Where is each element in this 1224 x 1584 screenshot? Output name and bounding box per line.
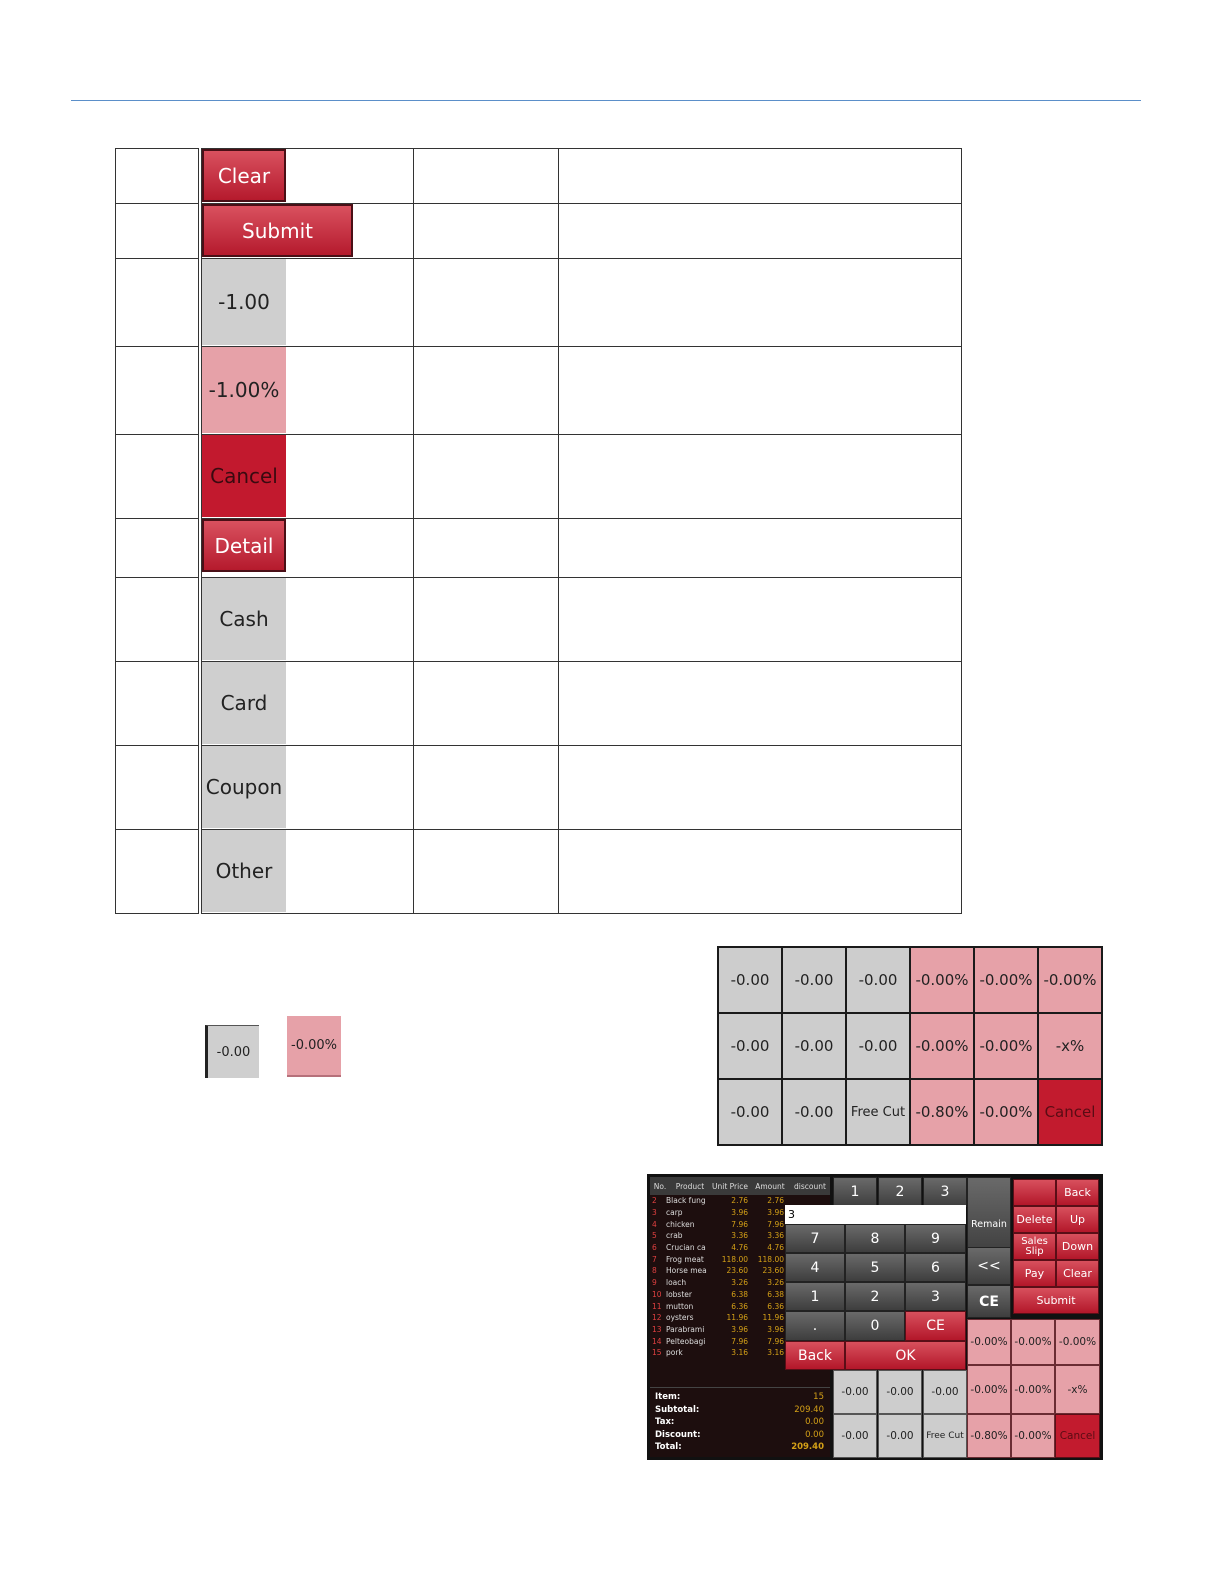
table-cell bbox=[116, 519, 201, 578]
totals-row bbox=[650, 1405, 830, 1418]
discount-key[interactable]: -0.00 bbox=[833, 1370, 877, 1414]
table-cell bbox=[116, 204, 201, 259]
discount-key[interactable]: -0.00% bbox=[1011, 1365, 1055, 1414]
item-unit-price: 3.26 bbox=[731, 1278, 748, 1288]
cancel-key[interactable]: Cancel bbox=[1055, 1414, 1100, 1458]
table-cell bbox=[116, 347, 201, 435]
discount-key[interactable]: -0.00 bbox=[833, 1414, 877, 1458]
table-cell bbox=[414, 435, 559, 519]
table-cell bbox=[116, 578, 201, 662]
table-cell bbox=[116, 259, 201, 347]
item-no: 13 bbox=[652, 1324, 662, 1334]
coupon-button[interactable]: Coupon bbox=[202, 746, 286, 828]
item-amount: 6.38 bbox=[767, 1289, 784, 1299]
item-no: 14 bbox=[652, 1336, 662, 1346]
num-key[interactable]: 3 bbox=[923, 1177, 967, 1207]
tax-label: Tax: bbox=[655, 1417, 675, 1427]
discount-key[interactable]: -0.00 bbox=[783, 948, 845, 1012]
discount-key[interactable]: -0.00 bbox=[783, 1014, 845, 1078]
item-unit-price: 6.36 bbox=[731, 1301, 748, 1311]
item-unit-price: 7.96 bbox=[731, 1219, 748, 1229]
keypad-key[interactable]: 7 bbox=[785, 1224, 845, 1253]
submit-button[interactable]: Submit bbox=[1013, 1287, 1099, 1314]
item-no: 3 bbox=[652, 1208, 657, 1218]
item-no: 12 bbox=[652, 1313, 662, 1323]
table-cell bbox=[116, 830, 201, 914]
cancel-button[interactable]: Cancel bbox=[202, 435, 286, 517]
discount-key[interactable]: -0.00% bbox=[1011, 1414, 1055, 1458]
num-key[interactable]: 2 bbox=[878, 1177, 922, 1207]
function-key[interactable] bbox=[1013, 1179, 1056, 1206]
item-name: loach bbox=[666, 1278, 687, 1288]
table-cell bbox=[200, 746, 414, 830]
item-unit-price: 2.76 bbox=[731, 1196, 748, 1206]
item-amount: 2.76 bbox=[767, 1196, 784, 1206]
table-cell bbox=[559, 259, 962, 347]
item-name: carp bbox=[666, 1208, 683, 1218]
table-cell bbox=[559, 204, 962, 259]
sample-percent-button[interactable]: -0.00% bbox=[287, 1016, 341, 1077]
keypad-key[interactable]: . bbox=[785, 1311, 845, 1341]
order-list-header bbox=[650, 1177, 830, 1195]
item-no: 7 bbox=[652, 1254, 657, 1264]
item-amount: 3.16 bbox=[767, 1348, 784, 1358]
down-button[interactable]: Down bbox=[1056, 1233, 1099, 1260]
keypad-ce-key[interactable]: CE bbox=[905, 1311, 966, 1341]
discount-key[interactable]: -0.80% bbox=[911, 1080, 973, 1144]
subtotal-value: 209.40 bbox=[794, 1404, 824, 1415]
table-cell bbox=[200, 435, 414, 519]
col-amount: Amount bbox=[755, 1181, 785, 1191]
amount-discount-button[interactable]: -1.00 bbox=[202, 259, 286, 345]
table-cell bbox=[116, 746, 201, 830]
free-cut-key[interactable]: Free Cut bbox=[923, 1414, 967, 1458]
item-no: 6 bbox=[652, 1243, 657, 1253]
keypad-key[interactable]: 8 bbox=[845, 1224, 905, 1253]
discount-key[interactable]: -0.00% bbox=[967, 1365, 1011, 1414]
pos-screen bbox=[647, 1174, 1103, 1460]
table-cell bbox=[200, 519, 414, 578]
item-name: mutton bbox=[666, 1301, 694, 1311]
discount-key[interactable]: -x% bbox=[1055, 1365, 1100, 1414]
item-amount: 23.60 bbox=[762, 1266, 784, 1276]
table-cell bbox=[559, 746, 962, 830]
up-button[interactable]: Up bbox=[1056, 1206, 1099, 1233]
discount-key[interactable]: -0.00 bbox=[847, 948, 909, 1012]
item-unit-price: 11.96 bbox=[726, 1313, 748, 1323]
discount-key[interactable]: -0.00 bbox=[847, 1014, 909, 1078]
table-cell bbox=[200, 578, 414, 662]
discount-key[interactable]: -0.00% bbox=[975, 1080, 1037, 1144]
num-key[interactable]: 1 bbox=[833, 1177, 877, 1207]
totals-row bbox=[650, 1392, 830, 1405]
submit-button[interactable]: Submit bbox=[202, 204, 353, 257]
table-cell bbox=[200, 259, 414, 347]
keypad-key[interactable]: 1 bbox=[785, 1282, 845, 1311]
amount-input[interactable]: 3 bbox=[785, 1205, 966, 1224]
item-amount: 3.26 bbox=[767, 1278, 784, 1288]
sample-amount-button[interactable]: -0.00 bbox=[205, 1025, 259, 1078]
table-cell bbox=[200, 347, 414, 435]
item-amount: 4.76 bbox=[767, 1243, 784, 1253]
detail-button[interactable]: Detail bbox=[202, 519, 286, 572]
ce-button[interactable]: CE bbox=[967, 1285, 1011, 1318]
item-amount: 3.96 bbox=[767, 1324, 784, 1334]
item-no: 2 bbox=[652, 1196, 657, 1206]
keypad-key[interactable]: 3 bbox=[905, 1282, 966, 1311]
item-name: chicken bbox=[666, 1219, 695, 1229]
percent-discount-button[interactable]: -1.00% bbox=[202, 347, 286, 433]
cancel-key[interactable]: Cancel bbox=[1039, 1080, 1101, 1144]
discount-key[interactable]: -0.00% bbox=[911, 1014, 973, 1078]
table-cell bbox=[414, 662, 559, 746]
item-name: Pelteobagi bbox=[666, 1336, 706, 1346]
keypad-ok-button[interactable]: OK bbox=[845, 1341, 966, 1370]
discount-key[interactable]: -0.00 bbox=[878, 1370, 922, 1414]
item-unit-price: 4.76 bbox=[731, 1243, 748, 1253]
header-rule bbox=[71, 100, 1141, 101]
item-amount: 7.96 bbox=[767, 1219, 784, 1229]
item-unit-price: 6.38 bbox=[731, 1289, 748, 1299]
item-name: Horse mea bbox=[666, 1266, 707, 1276]
item-no: 11 bbox=[652, 1301, 662, 1311]
table-cell bbox=[559, 830, 962, 914]
discount-key[interactable]: -0.00% bbox=[975, 1014, 1037, 1078]
total-value: 209.40 bbox=[791, 1442, 824, 1452]
totals-row bbox=[650, 1442, 830, 1455]
table-cell bbox=[116, 149, 201, 204]
table-cell bbox=[559, 578, 962, 662]
total-label: Total: bbox=[655, 1442, 682, 1452]
table-cell bbox=[414, 519, 559, 578]
keypad-key[interactable]: 0 bbox=[845, 1311, 905, 1341]
discount-key[interactable]: -x% bbox=[1039, 1014, 1101, 1078]
item-amount: 7.96 bbox=[767, 1336, 784, 1346]
keypad-key[interactable]: 9 bbox=[905, 1224, 966, 1253]
discount-key[interactable]: -0.00 bbox=[719, 948, 781, 1012]
item-name: Parabrami bbox=[666, 1324, 705, 1334]
discount-grid bbox=[717, 946, 1103, 1146]
table-cell bbox=[559, 519, 962, 578]
col-no: No. bbox=[653, 1181, 667, 1191]
discount-key[interactable]: -0.00% bbox=[967, 1319, 1011, 1365]
table-cell bbox=[559, 435, 962, 519]
table-cell bbox=[200, 204, 414, 259]
keypad-key[interactable]: 5 bbox=[845, 1253, 905, 1282]
table-cell bbox=[414, 578, 559, 662]
item-name: crab bbox=[666, 1231, 683, 1241]
item-no: 8 bbox=[652, 1266, 657, 1276]
item-unit-price: 7.96 bbox=[731, 1336, 748, 1346]
col-unit-price: Unit Price bbox=[712, 1181, 748, 1191]
totals-row bbox=[650, 1417, 830, 1430]
keypad-key[interactable]: 2 bbox=[845, 1282, 905, 1311]
item-unit-price: 3.96 bbox=[731, 1324, 748, 1334]
table-cell bbox=[559, 149, 962, 204]
item-value: 15 bbox=[813, 1392, 824, 1402]
table-cell bbox=[116, 435, 201, 519]
pay-button[interactable]: Pay bbox=[1013, 1260, 1056, 1287]
item-unit-price: 23.60 bbox=[726, 1266, 748, 1276]
back-button[interactable]: Back bbox=[1056, 1179, 1099, 1206]
col-discount: discount bbox=[794, 1181, 826, 1191]
table-cell bbox=[559, 662, 962, 746]
table-cell bbox=[414, 347, 559, 435]
discount-key[interactable]: -0.00% bbox=[1039, 948, 1101, 1012]
discount-key[interactable]: -0.00% bbox=[1011, 1319, 1055, 1365]
free-cut-key[interactable]: Free Cut bbox=[847, 1080, 909, 1144]
discount-key[interactable]: -0.00 bbox=[719, 1080, 781, 1144]
keypad-key[interactable]: 6 bbox=[905, 1253, 966, 1282]
discount-key[interactable]: -0.00% bbox=[1055, 1319, 1100, 1365]
item-name: oysters bbox=[666, 1313, 694, 1323]
discount-key[interactable]: -0.80% bbox=[967, 1414, 1011, 1458]
table-cell bbox=[200, 662, 414, 746]
keypad-key[interactable]: 4 bbox=[785, 1253, 845, 1282]
item-unit-price: 3.16 bbox=[731, 1348, 748, 1358]
delete-button[interactable]: Delete bbox=[1013, 1206, 1056, 1233]
back-arrow-button[interactable]: << bbox=[967, 1247, 1011, 1285]
discount-key[interactable]: -0.00% bbox=[975, 948, 1037, 1012]
item-name: Frog meat bbox=[666, 1254, 704, 1264]
table-cell bbox=[414, 149, 559, 204]
item-name: lobster bbox=[666, 1289, 692, 1299]
discount-key[interactable]: -0.00 bbox=[783, 1080, 845, 1144]
tax-value: 0.00 bbox=[805, 1417, 824, 1427]
item-name: pork bbox=[666, 1348, 683, 1358]
totals-panel bbox=[650, 1387, 830, 1455]
item-unit-price: 118.00 bbox=[721, 1254, 748, 1264]
table-cell bbox=[200, 830, 414, 914]
table-cell bbox=[200, 149, 414, 204]
table-cell bbox=[414, 204, 559, 259]
col-product: Product bbox=[675, 1181, 705, 1191]
card-button[interactable]: Card bbox=[202, 662, 286, 744]
discount-value: 0.00 bbox=[805, 1429, 824, 1440]
sales-slip-button[interactable]: Sales Slip bbox=[1013, 1233, 1056, 1260]
totals-row bbox=[650, 1430, 830, 1443]
item-name: Black fung bbox=[666, 1196, 706, 1206]
cash-button[interactable]: Cash bbox=[202, 578, 286, 660]
item-no: 4 bbox=[652, 1219, 657, 1229]
item-unit-price: 3.96 bbox=[731, 1208, 748, 1218]
table-cell bbox=[116, 662, 201, 746]
keypad-back-button[interactable]: Back bbox=[785, 1341, 845, 1370]
item-amount: 6.36 bbox=[767, 1301, 784, 1311]
item-label: Item: bbox=[655, 1392, 681, 1402]
table-cell bbox=[559, 347, 962, 435]
button-reference-table bbox=[115, 148, 958, 914]
clear-button[interactable]: Clear bbox=[202, 149, 286, 202]
item-amount: 3.96 bbox=[767, 1208, 784, 1218]
discount-key[interactable]: -0.00 bbox=[878, 1414, 922, 1458]
item-name: Crucian ca bbox=[666, 1243, 706, 1253]
clear-button[interactable]: Clear bbox=[1056, 1260, 1099, 1287]
table-cell bbox=[414, 830, 559, 914]
item-no: 5 bbox=[652, 1231, 657, 1241]
item-unit-price: 3.36 bbox=[731, 1231, 748, 1241]
item-no: 10 bbox=[652, 1289, 662, 1299]
item-amount: 118.00 bbox=[757, 1254, 784, 1264]
table-cell bbox=[414, 746, 559, 830]
subtotal-label: Subtotal: bbox=[655, 1404, 700, 1415]
discount-key[interactable]: -0.00 bbox=[719, 1014, 781, 1078]
item-amount: 3.36 bbox=[767, 1231, 784, 1241]
discount-key[interactable]: -0.00 bbox=[923, 1370, 967, 1414]
discount-label: Discount: bbox=[655, 1429, 701, 1440]
table-cell bbox=[414, 259, 559, 347]
discount-key[interactable]: -0.00% bbox=[911, 948, 973, 1012]
other-button[interactable]: Other bbox=[202, 830, 286, 912]
item-no: 15 bbox=[652, 1348, 662, 1358]
remain-button[interactable]: Remain bbox=[967, 1177, 1011, 1257]
item-no: 9 bbox=[652, 1278, 657, 1288]
item-amount: 11.96 bbox=[762, 1313, 784, 1323]
